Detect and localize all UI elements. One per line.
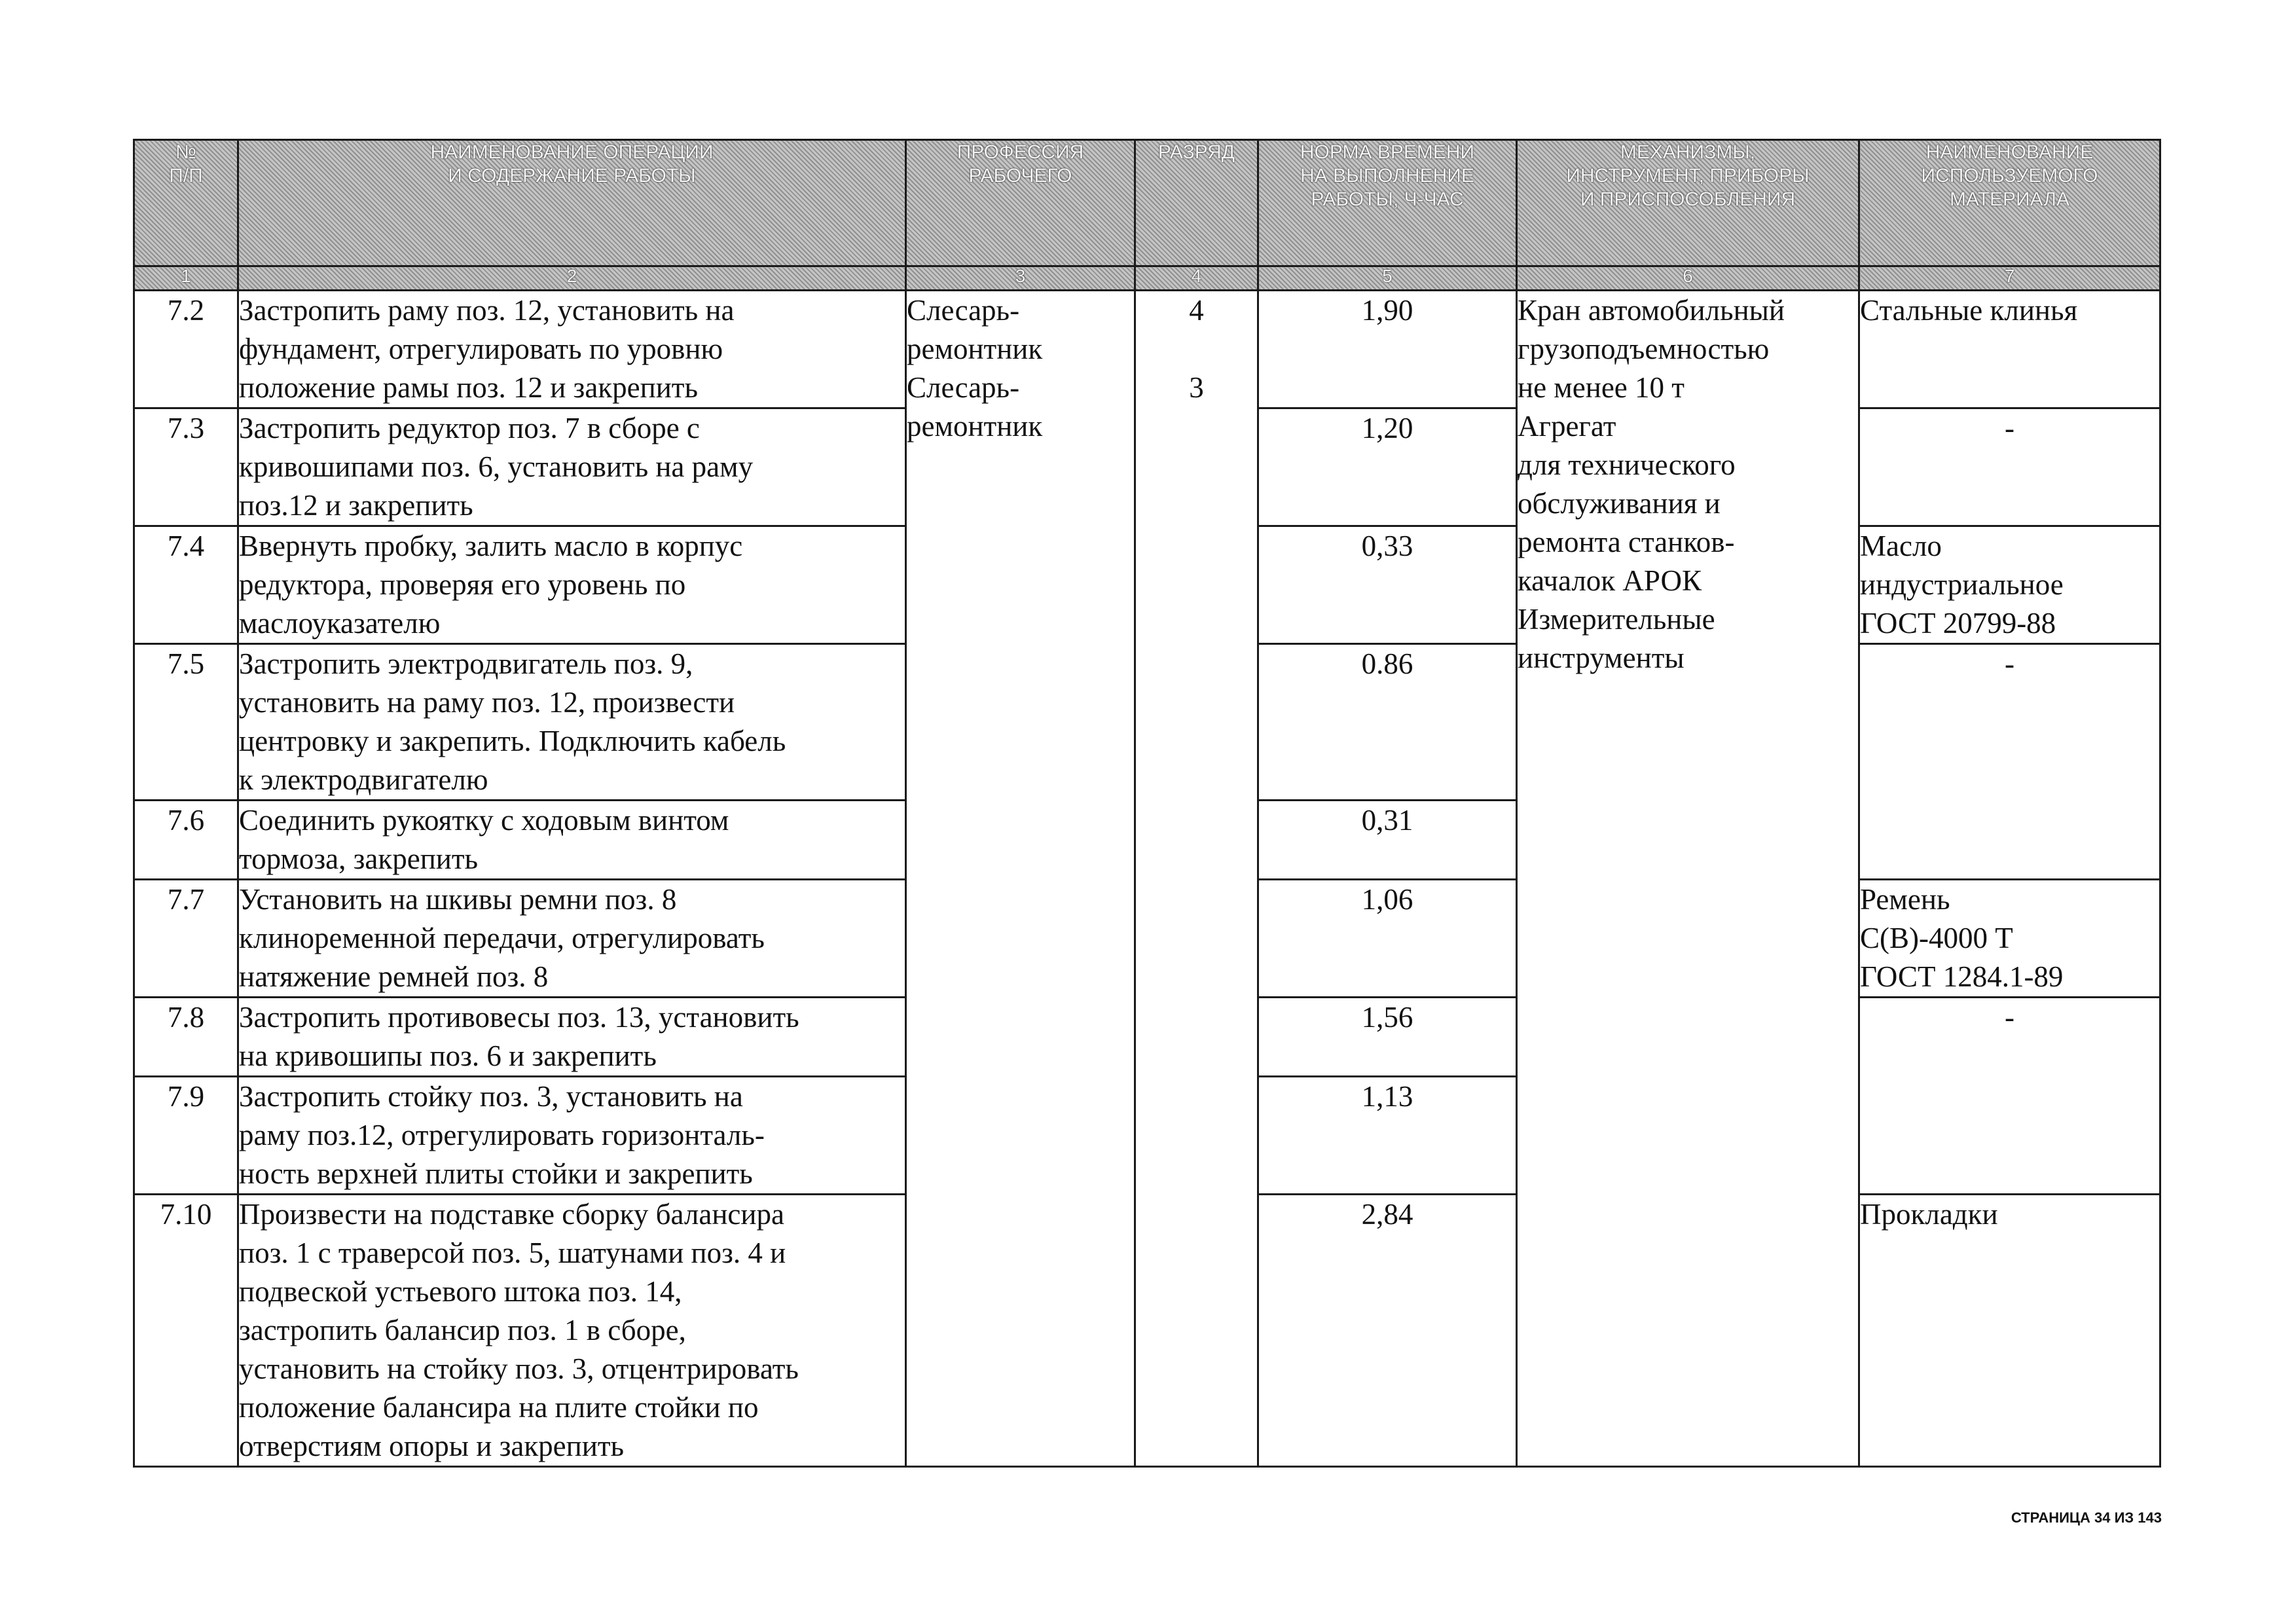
header-number: № П/П	[134, 140, 238, 266]
operations-table	[133, 139, 2161, 1468]
header-mechanisms: МЕХАНИЗМЫ, ИНСТРУМЕНТ, ПРИБОРЫ И ПРИСПОСОБЛЕНИЯ	[1517, 140, 1859, 266]
row-number: 7.3	[134, 408, 238, 526]
row-number: 7.4	[134, 526, 238, 644]
material-cell: Ремень С(В)-4000 Т ГОСТ 1284.1-89	[1859, 880, 2160, 998]
time-norm: 1,06	[1258, 880, 1517, 998]
row-number: 7.9	[134, 1077, 238, 1195]
operation-description: Ввернуть пробку, залить масло в корпус редуктора, проверяя его уровень по маслоуказателю	[238, 526, 906, 644]
operation-description: Застропить стойку поз. 3, установить на раму поз.12, отрегулировать горизонталь- ность верхней плиты стойки и закрепить	[238, 1077, 906, 1195]
operation-description: Соединить рукоятку с ходовым винтом тормоза, закрепить	[238, 801, 906, 880]
time-norm: 1,90	[1258, 291, 1517, 408]
row-number: 7.7	[134, 880, 238, 998]
material-cell: Стальные клинья	[1859, 291, 2160, 408]
time-norm: 2,84	[1258, 1195, 1517, 1467]
column-number: 4	[1135, 266, 1258, 291]
column-number: 5	[1258, 266, 1517, 291]
material-cell: Масло индустриальное ГОСТ 20799-88	[1859, 526, 2160, 644]
row-number: 7.8	[134, 998, 238, 1077]
time-norm: 1,13	[1258, 1077, 1517, 1195]
time-norm: 0.86	[1258, 644, 1517, 801]
column-number: 2	[238, 266, 906, 291]
grade-cell: 4 3	[1135, 291, 1258, 1467]
material-cell: -	[1859, 408, 2160, 526]
header-time-norm: НОРМА ВРЕМЕНИ НА ВЫПОЛНЕНИЕ РАБОТЫ, Ч-ЧАС	[1258, 140, 1517, 266]
column-number: 6	[1517, 266, 1859, 291]
profession-cell: Слесарь- ремонтник Слесарь- ремонтник	[906, 291, 1135, 1467]
operation-description: Застропить раму поз. 12, установить на фундамент, отрегулировать по уровню положение рамы поз. 12 и закрепить	[238, 291, 906, 408]
header-row	[134, 140, 2160, 266]
column-number-row	[134, 266, 2160, 291]
operation-description: Застропить электродвигатель поз. 9, установить на раму поз. 12, произвести центровку и закрепить. Подключить кабель к электродвигателю	[238, 644, 906, 801]
column-number: 3	[906, 266, 1135, 291]
operation-description: Застропить редуктор поз. 7 в сборе с кривошипами поз. 6, установить на раму поз.12 и закрепить	[238, 408, 906, 526]
row-number: 7.10	[134, 1195, 238, 1467]
time-norm: 0,31	[1258, 801, 1517, 880]
material-cell: -	[1859, 644, 2160, 880]
material-cell: Прокладки	[1859, 1195, 2160, 1467]
column-number: 7	[1859, 266, 2160, 291]
operation-description: Застропить противовесы поз. 13, установить на кривошипы поз. 6 и закрепить	[238, 998, 906, 1077]
material-cell: -	[1859, 998, 2160, 1195]
operation-description: Произвести на подставке сборку балансира поз. 1 с траверсой поз. 5, шатунами поз. 4 и подвеской устьевого штока поз. 14, застропить балансир поз. 1 в сборе, установить на стойку поз. 3, отцентрировать положение балансира на плите стойки по отверстиям опоры и закрепить	[238, 1195, 906, 1467]
page-number: СТРАНИЦА 34 ИЗ 143	[2011, 1509, 2162, 1526]
mechanisms-cell: Кран автомобильный грузоподъемностью не менее 10 т Агрегат для технического обслуживания и ремонта станков- качалок АРОК Измерительные инструменты	[1517, 291, 1859, 1467]
column-number: 1	[134, 266, 238, 291]
row-number: 7.6	[134, 801, 238, 880]
table-row	[134, 291, 2160, 408]
header-profession: ПРОФЕССИЯ РАБОЧЕГО	[906, 140, 1135, 266]
row-number: 7.5	[134, 644, 238, 801]
header-grade: РАЗРЯД	[1135, 140, 1258, 266]
operation-description: Установить на шкивы ремни поз. 8 клиноременной передачи, отрегулировать натяжение ремней поз. 8	[238, 880, 906, 998]
time-norm: 1,20	[1258, 408, 1517, 526]
time-norm: 1,56	[1258, 998, 1517, 1077]
header-material: НАИМЕНОВАНИЕ ИСПОЛЬЗУЕМОГО МАТЕРИАЛА	[1859, 140, 2160, 266]
row-number: 7.2	[134, 291, 238, 408]
time-norm: 0,33	[1258, 526, 1517, 644]
header-operation: НАИМЕНОВАНИЕ ОПЕРАЦИИ И СОДЕРЖАНИЕ РАБОТЫ	[238, 140, 906, 266]
